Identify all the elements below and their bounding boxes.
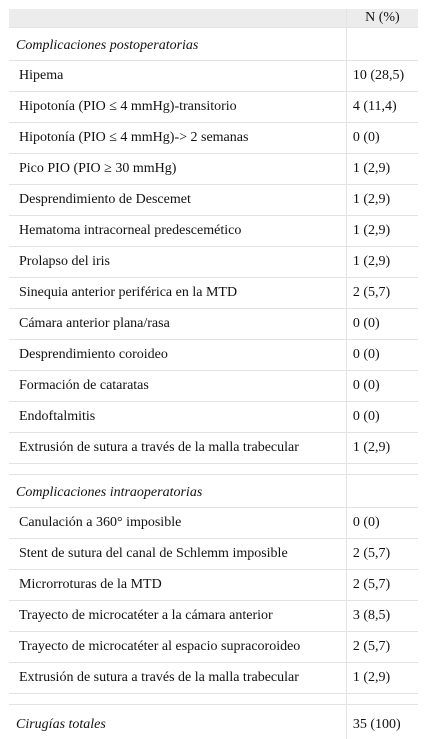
row-value: 1 (2,9) [346, 216, 418, 247]
row-label: Endoftalmitis [9, 402, 346, 433]
row-label: Cámara anterior plana/rasa [9, 309, 346, 340]
row-label: Trayecto de microcatéter al espacio supracoroideo [9, 632, 346, 663]
table-row [9, 632, 418, 663]
table-row [9, 92, 418, 123]
section-intraoperative [9, 475, 418, 508]
row-value: 0 (0) [346, 508, 418, 539]
section-postoperative [9, 28, 418, 61]
row-label: Prolapso del iris [9, 247, 346, 278]
total-label: Cirugías totales [16, 717, 106, 732]
table-row [9, 185, 418, 216]
table-row [9, 371, 418, 402]
row-label: Sinequia anterior periférica en la MTD [9, 278, 346, 309]
row-label: Hipotonía (PIO ≤ 4 mmHg)-transitorio [9, 92, 346, 123]
row-label: Formación de cataratas [9, 371, 346, 402]
table-row [9, 433, 418, 464]
table-row [9, 508, 418, 539]
row-label: Stent de sutura del canal de Schlemm imposible [9, 539, 346, 570]
row-label: Extrusión de sutura a través de la malla trabecular [9, 663, 346, 694]
row-label: Pico PIO (PIO ≥ 30 mmHg) [9, 154, 346, 185]
row-value: 1 (2,9) [346, 433, 418, 464]
row-value: 0 (0) [346, 309, 418, 340]
section-title: Complicaciones intraoperatorias [9, 475, 346, 508]
row-value: 1 (2,9) [346, 247, 418, 278]
row-value: 4 (11,4) [346, 92, 418, 123]
row-value: 1 (2,9) [346, 154, 418, 185]
table-row [9, 340, 418, 371]
complications-table [9, 9, 418, 739]
section-empty-cell [346, 28, 418, 61]
table-row [9, 61, 418, 92]
table-row [9, 123, 418, 154]
table-row [9, 278, 418, 309]
row-value: 2 (5,7) [346, 539, 418, 570]
row-value: 2 (5,7) [346, 632, 418, 663]
row-value: 10 (28,5) [346, 61, 418, 92]
row-value: 0 (0) [346, 340, 418, 371]
table-row [9, 154, 418, 185]
row-label: Microrroturas de la MTD [9, 570, 346, 601]
table-row [9, 663, 418, 694]
table-row [9, 539, 418, 570]
row-value: 3 (8,5) [346, 601, 418, 632]
section-title: Complicaciones postoperatorias [9, 28, 346, 61]
section-empty-cell [346, 475, 418, 508]
table-header-row [9, 9, 418, 28]
total-row [9, 705, 418, 739]
row-label: Hipema [9, 61, 346, 92]
row-value: 1 (2,9) [346, 663, 418, 694]
row-label: Desprendimiento coroideo [9, 340, 346, 371]
total-value: 35 (100) [346, 705, 418, 739]
table-row [9, 402, 418, 433]
row-value: 2 (5,7) [346, 278, 418, 309]
row-label: Hematoma intracorneal predescemético [9, 216, 346, 247]
row-label: Canulación a 360° imposible [9, 508, 346, 539]
table-row [9, 309, 418, 340]
table-row [9, 601, 418, 632]
row-value: 1 (2,9) [346, 185, 418, 216]
header-col1 [9, 9, 346, 28]
row-label: Extrusión de sutura a través de la malla trabecular [9, 433, 346, 464]
row-label: Desprendimiento de Descemet [9, 185, 346, 216]
row-value: 0 (0) [346, 371, 418, 402]
table-row [9, 216, 418, 247]
row-value: 0 (0) [346, 402, 418, 433]
row-value: 0 (0) [346, 123, 418, 154]
header-col2: N (%) [346, 9, 418, 28]
spacer-row [9, 694, 418, 705]
row-value: 2 (5,7) [346, 570, 418, 601]
spacer-row [9, 464, 418, 475]
row-label: Trayecto de microcatéter a la cámara anterior [9, 601, 346, 632]
table-row [9, 570, 418, 601]
table-row [9, 247, 418, 278]
row-label: Hipotonía (PIO ≤ 4 mmHg)-> 2 semanas [9, 123, 346, 154]
